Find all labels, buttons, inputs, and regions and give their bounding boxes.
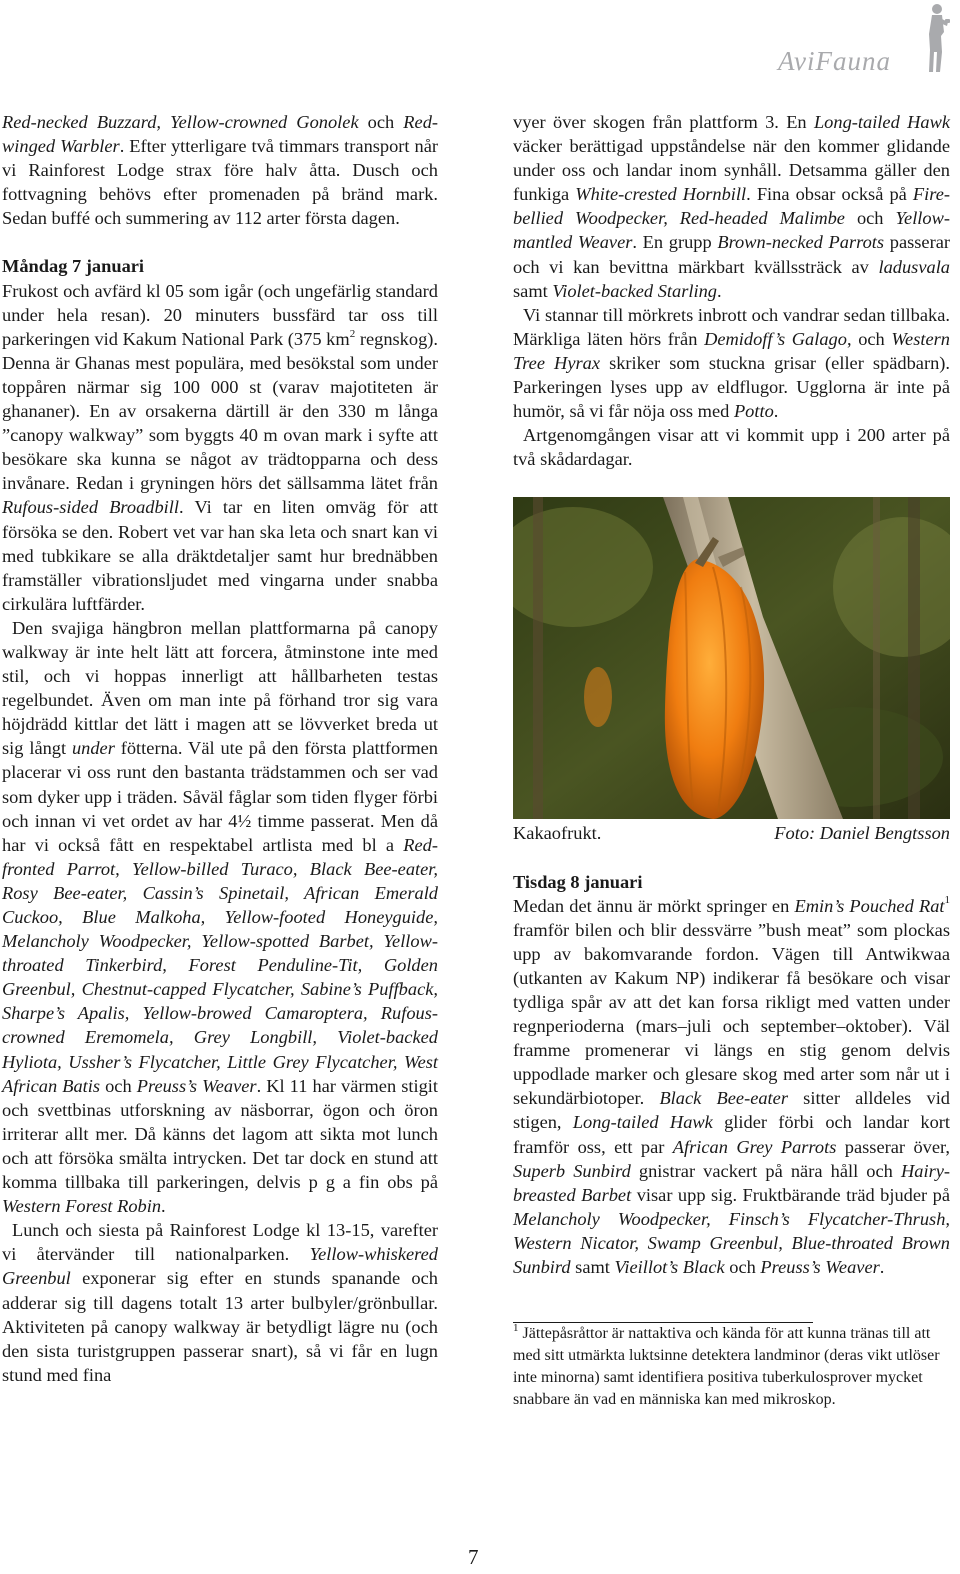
text-run: . En grupp [632,232,718,253]
text-run: Jättepåsråttor är nattaktiva och kända för att kunna tränas till att med sitt utmärkta luktsinne detektera landminor (deras vikt utlöser inte minorna) samt identifiera positiva tuberkulosprover mycket snabbare än vad en människa kan med mikroskop. [513,1325,940,1409]
italic-text: under [71,738,115,759]
italic-text: Black Bee-eater [659,1088,788,1109]
italic-text: Western Forest Robin [2,1196,162,1217]
text-run: Frukost och avfärd kl 05 som igår (och ungefärlig standard under hela resan). 20 minuters bussfärd tar oss till parkeringen vid Kakum National Park (375 km [2,280,438,349]
footnote [513,1323,950,1411]
photo-credit: Foto: Daniel Bengtsson [774,823,950,844]
left-column [2,110,438,1387]
paragraph [513,110,950,303]
text-run: visar upp sig. Fruktbärande träd bjuder på [631,1184,950,1205]
superscript: 1 [513,1321,519,1334]
page-number: 7 [468,1545,479,1569]
paragraph [2,1218,438,1387]
text-run: passerar över, [836,1136,950,1157]
text-run: passerar och vi kan bevittna märkbart kvällssträck av [513,232,950,277]
text-run: . [716,280,722,301]
italic-text: Preuss’s Weaver [760,1257,880,1277]
italic-text: Violet-backed Starling [552,280,717,301]
paragraph [513,303,950,423]
italic-text: Potto [733,401,774,422]
text-run: exponerar sig efter en stunds spanande och adderar sig till dagens totalt 13 arter bulbyler/grönbullar. Aktiviteten på canopy walkway är betydligt lägre nu (och den sista turistgruppen passerar snart), så vi får en lugn stund med fina [2,1268,438,1385]
paragraph [2,616,438,1218]
italic-text: Western Tree Hyrax [513,328,950,373]
text-run: . Kl 11 har värmen stigit och svettbinas utforskning av näsborrar, ögon och öron irriterar allt mer. Då känns det lagom att sikta mot lunch och att försöka smälta intrycken. Det tar dock en stund att komma tillbaka till parkeringen, delvis p g a fin obs på [2,1075,438,1193]
text-run: . Vi tar en liten omväg för att försöka se den. Robert vet var han ska leta och snart kan vi med tubkikare se alla dräktdetaljer samt hur brednäbben framställer vibrationsljudet med vingarna under snabba cirkulära luftfärder. [2,497,438,614]
publisher-logo [778,2,956,76]
paragraph [513,894,950,1280]
italic-text: Red-necked Buzzard, Yellow-crowned Gonolek [2,112,359,132]
photo-caption [513,821,950,845]
text-run: Vi stannar till mörkrets inbrott och vandrar sedan tillbaka. Märkliga läten hörs från [513,304,950,349]
italic-text: Yellow-whiskered Greenbul [2,1244,438,1289]
text-run: och [100,1075,137,1096]
text-run: . Efter ytterligare två timmars transport når vi Rainforest Lodge strax före halv åtta. Dusch och fottvagning behövs efter promenaden på bränd mark. Sedan buffé och summering av 112 arter första dagen. [2,136,438,229]
text-run: gnistrar vackert på nära håll och [630,1160,901,1181]
text-run: väcker berättigad uppståndelse när den kommer glidande under oss och landar inom synhåll. Detsamma gäller den funkiga [513,136,950,205]
text-run: sitter alldeles vid stigen, [513,1088,950,1133]
italic-text: Superb Sunbird [513,1160,631,1181]
text-run: och [724,1257,761,1277]
section-heading: Tisdag 8 januari [513,871,643,892]
text-run: samt [570,1257,615,1277]
text-run: samt [513,280,553,301]
italic-text: Red-winged Warbler [2,112,439,157]
text-run: , och [846,328,892,349]
italic-text: Vieillot’s Black [614,1257,725,1277]
italic-text: Long-tailed Hawk [813,112,950,132]
cacao-pod-photo [513,497,950,819]
paragraph [2,110,438,230]
text-run: Artgenomgången visar att vi kommit upp i 200 arter på två skådardagar. [513,425,950,470]
birdwatcher-figure-icon [921,2,951,74]
italic-text: Hairy-breasted Barbet [513,1160,951,1205]
italic-text: Fire-bellied Woodpecker, Red-headed Malimbe [513,184,950,229]
italic-text: Emin’s Pouched Rat [794,895,945,916]
italic-text: Red-fronted Parrot, Yellow-billed Turaco, Black Bee-eater, Rosy Bee-eater, Cassin’s Spinetail, African Emerald Cuckoo, Blue Malkoha, Yellow-footed Honeyguide, Melancholy Woodpecker, Yellow-spotted Barbet, Yellow-throated Tinkerbird, Forest Penduline-Tit, Golden Greenbul, Chestnut-capped Flycatcher, Sabine’s Puffback, Sharpe’s Apalis, Yellow-browed Camaroptera, Rufous-crowned Eremomela, Grey Longbill, Violet-backed Hyliota, Ussher’s Flycatcher, Little Grey Flycatcher, West African Batis [2,834,438,1096]
paragraph [513,423,950,471]
italic-text: Yellow-mantled Weaver [513,208,951,253]
italic-text: African Grey Parrots [672,1136,837,1157]
italic-text: Long-tailed Hawk [572,1112,713,1133]
text-run: . [161,1196,166,1217]
text-run: skriker som stuckna grisar (eller spädbarn). Parkeringen lyses upp av eldflugor. Ugglorna är inte på humör, så vi får nöja oss med [513,352,951,422]
italic-text: White-crested Hornbill [575,184,747,205]
italic-text: Demidoff’s Galago [704,328,847,349]
text-run: vyer över skogen från plattform 3. En [513,112,814,132]
text-run: glider förbi och landar kort framför oss, ett par [513,1112,951,1157]
text-run: regnskog). Denna är Ghanas mest populära, med besökstal som under toppåren närmar sig 100 000 st (varav majotiteten är ghananer). En av orsakerna därtill är den 330 m långa ”canopy walkway” som byggts 40 m ovan mark i syfte att besökare ska kunna se något av trädtopparna och dess invånare. Redan i gryningen hörs det sällsamma lätet från [2,328,438,494]
text-run: Lunch och siesta på Rainforest Lodge kl 13-15, varefter vi återvänder till nationalparken. [2,1220,438,1265]
superscript: 2 [349,327,356,340]
italic-text: Melancholy Woodpecker, Finsch’s Flycatcher-Thrush, Western Nicator, Swamp Greenbul, Blue-throated Brown Sunbird [513,1208,950,1277]
caption-text: Kakaofrukt. [513,823,602,844]
italic-text: Rufous-sided Broadbill [2,497,180,518]
text-run: framför bilen och blir dessvärre ”bush meat” som plockas upp av bakomvarande fordon. Vägen till Antwikwaa (utkanten av Kakum NP) indikerar få besökare och visar tydliga spår av att det kan forsa rikligt med vatten under regnperioderna (mars–juli och september–oktober). Väl framme promenerar vi längs en stig genom delvis uppodlade marker och glesare skog med arter som når ut i sekundärbiotoper. [513,919,950,1109]
italic-text: Brown-necked Parrots [717,232,885,253]
right-column [513,110,950,1411]
text-run: Den svajiga hängbron mellan plattformarna på canopy walkway är inte helt lätt att forcera, åtminstone inte med stil, och vi hoppas innerligt att hållbarheten testas regelbundet. Även om man inte på förhand tror sig vara höjdrädd kittlar det lätt i magen att se lövverket breda ut sig långt [2,617,438,759]
text-run: . [773,401,779,422]
text-run: och [358,112,404,132]
logo-wordmark: AviFauna [778,46,891,76]
section-heading: Måndag 7 januari [2,256,145,277]
text-run: Medan det ännu är mörkt springer en [513,895,795,916]
italic-text: ladusvala [878,256,950,277]
text-run: . [879,1257,885,1277]
text-run: och [844,208,896,229]
text-run: . Fina obsar också på [746,184,913,205]
paragraph [2,279,438,616]
photo-illustration [513,497,950,819]
italic-text: Preuss’s Weaver [136,1075,257,1096]
superscript: 1 [944,894,950,907]
text-run: fötterna. Väl ute på den första plattformen placerar vi oss runt den bastanta trädstammen och ser vad som dyker upp i träden. Såväl fåglar som tiden flyger förbi och innan vi vet ordet av har 4½ timme passerat. Men då har vi också fått en respektabel artlista med bl a [2,738,438,855]
